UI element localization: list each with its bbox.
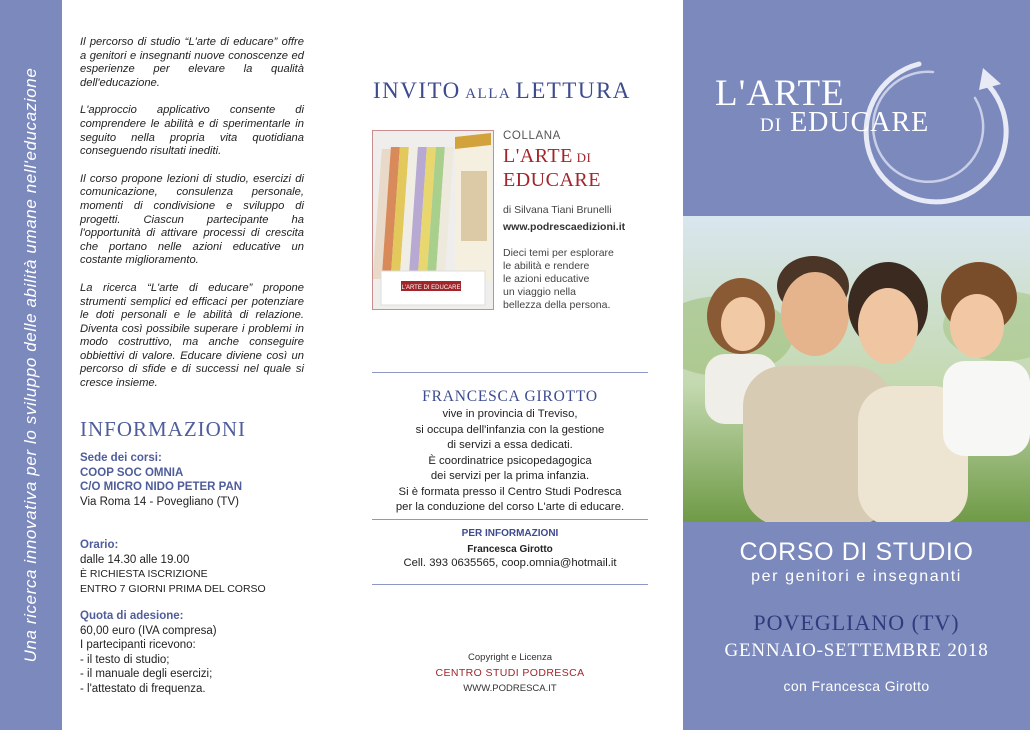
bio-line-5: dei servizi per la prima infanzia. [430,470,590,482]
divider-bottom [372,584,648,585]
book-description [503,247,643,312]
intro-paragraph-2: L'approccio applicativo consente di comprendere le abilità e di sperimentarle in seguito nella propria vita quotidiana conseguendo risultati inediti. [80,104,304,158]
collana-title [503,145,601,191]
quota-line-5: - l'attestato di frequenza. [80,682,206,695]
book-desc-line-1: Dieci temi per esplorare [503,247,614,259]
logo-text-educare [760,107,929,139]
contact-name: Francesca Girotto [467,544,553,555]
collana-title-di: DI [572,150,592,165]
centro-studi-url: WWW.PODRESCA.IT [463,683,557,694]
book-set-illustration [373,131,493,309]
side-band [0,0,62,730]
orario-label: Orario: [80,539,119,551]
sede-label: Sede dei corsi: [80,452,162,464]
info-title: INFORMAZIONI [80,417,246,441]
course-city: POVEGLIANO (TV) [753,610,960,635]
intro-paragraph-1: Il percorso di studio “L'arte di educare” offre a genitori e insegnanti nuove conoscenze ed esperienze per elevare la qualità dell'educazione. [80,36,304,89]
francesca-title: FRANCESCA GIROTTO [422,388,598,405]
family-photo-illustration [683,216,1030,522]
intro-text [80,36,304,405]
course-title: CORSO DI STUDIO [739,538,974,566]
quota-line-3: - il testo di studio; [80,653,170,666]
course-dates: GENNAIO-SETTEMBRE 2018 [724,640,989,661]
bio-line-7: per la conduzione del corso L'arte di educare. [395,501,625,513]
invite-title-c: LETTURA [515,78,631,103]
side-band-text: Una ricerca innovativa per lo sviluppo delle abilità umane nell'educazione [21,67,40,663]
orario-line-3: ENTRO 7 GIORNI PRIMA DEL CORSO [80,582,266,595]
quota-label: Quota di adesione: [80,610,184,622]
collana-title-line-1: L'ARTE [503,145,573,167]
course-subtitle: per genitori e insegnanti [751,568,962,585]
bio-line-3: di servizi a essa dedicati. [447,439,573,451]
orario-block [80,538,266,596]
bio-line-1: vive in provincia di Treviso, [442,408,578,420]
per-info-label: PER INFORMAZIONI [461,528,559,539]
francesca-bio [372,407,648,516]
cover-panel [683,0,1030,730]
bio-line-2: si occupa dell'infanzia con la gestione [415,423,605,436]
intro-paragraph-4: La ricerca “L'arte di educare” propone strumenti semplici ed efficaci per potenziare le doti personali e le abilità di relazione. Diventa così possibile superare i problemi in modo costruttivo, ma anche conseguire obbiettivi di valore. Educare diviene così un percorso di sfide e di successi nel quale si cresce insieme. [80,281,304,390]
sede-block [80,451,242,509]
invite-title-b: ALLA [460,86,516,102]
copyright-text: Copyright e Licenza [468,652,552,663]
publisher-url: www.podrescaedizioni.it [503,221,626,233]
centro-studi-name: CENTRO STUDI PODRESCA [435,667,585,679]
quota-line-4: - il manuale degli esercizi; [80,668,213,680]
divider-top [372,372,648,373]
book-desc-line-2: le abilità e rendere [503,260,590,272]
intro-paragraph-3: Il corso propone lezioni di studio, esercizi di comunicazione, consulenza personale, momenti di condivisione e sviluppo di progetti. Ciascun partecipante ha l'opportunità di attivare processi di crescita che portano nelle azioni educative un costante miglioramento. [80,172,304,267]
logo-text-educare-word: EDUCARE [782,107,930,138]
sede-line-1: COOP SOC OMNIA [80,466,184,479]
book-desc-line-3: le azioni educative [503,273,590,285]
quota-block [80,609,217,696]
orario-line-2: È RICHIESTA ISCRIZIONE [80,568,208,580]
book-author: di Silvana Tiani Brunelli [503,204,612,216]
bio-line-4: È coordinatrice psicopedagogica [428,454,592,467]
svg-text:L'ARTE DI EDUCARE: L'ARTE DI EDUCARE [401,285,461,291]
sede-address: Via Roma 14 - Povegliano (TV) [80,495,239,508]
invite-title [373,78,631,104]
book-desc-line-4: un viaggio nella [503,286,576,298]
orario-line-1: dalle 14.30 alle 19.00 [80,553,190,566]
logo-text-di: DI [760,115,783,136]
invite-title-a: INVITO [373,78,461,103]
contact-phone-email: Cell. 393 0635565, coop.omnia@hotmail.it [403,557,617,569]
quota-line-1: 60,00 euro (IVA compresa) [80,624,217,637]
logo-text-arte: L'ARTE [715,73,845,114]
family-photo [683,216,1030,522]
book-set-image [372,130,494,310]
book-desc-line-5: bellezza della persona. [503,299,611,311]
sede-line-2: C/O MICRO NIDO PETER PAN [80,481,243,493]
divider-middle [372,519,648,520]
bio-line-6: Si è formata presso il Centro Studi Podresca [398,485,622,498]
collana-label: COLLANA [503,130,561,142]
collana-title-line-2: EDUCARE [503,169,601,191]
course-teacher: con Francesca Girotto [783,678,930,694]
quota-line-2: I partecipanti ricevono: [80,639,196,651]
